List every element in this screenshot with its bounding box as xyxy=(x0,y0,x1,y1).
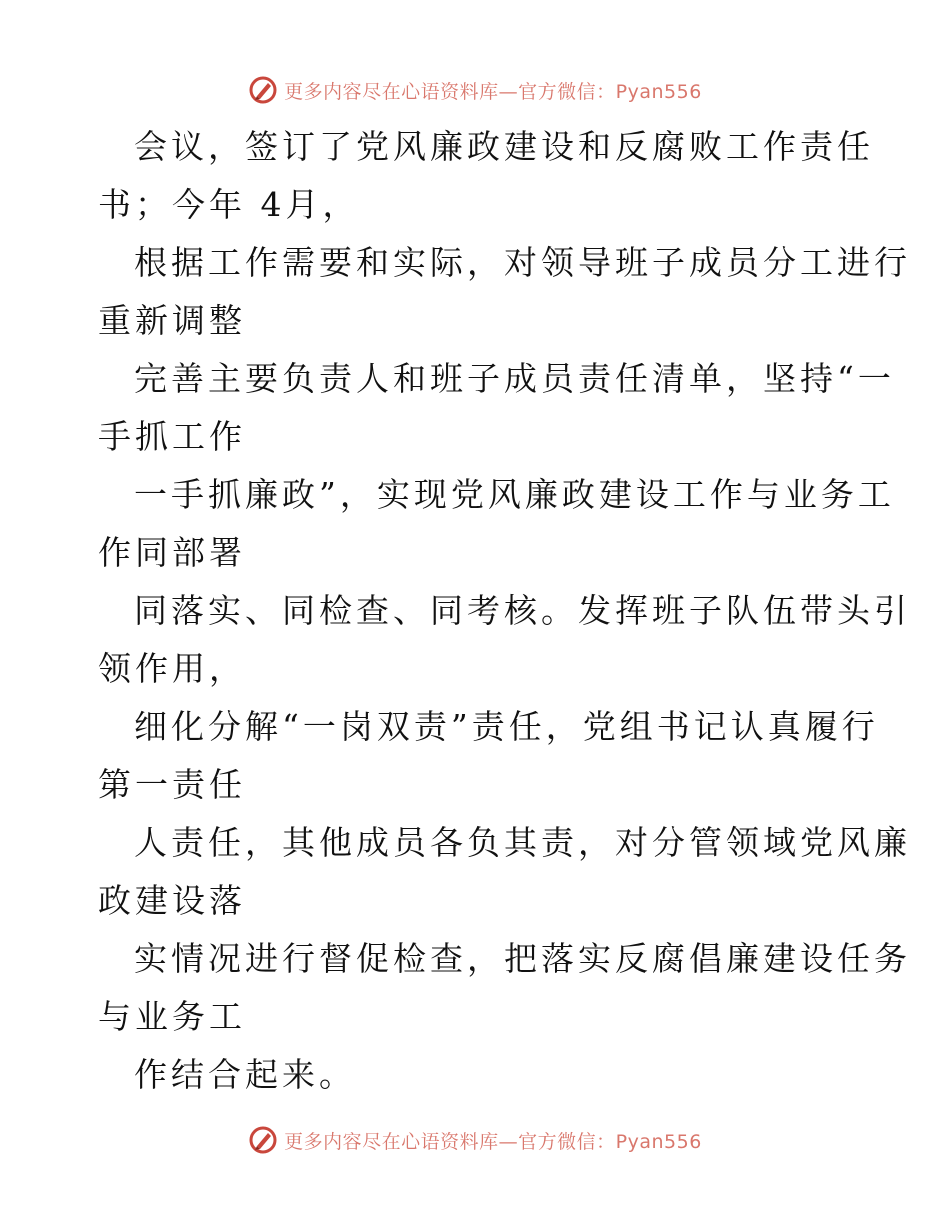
paragraph: 实情况进行督促检查，把落实反腐倡廉建设任务 与业务工 xyxy=(98,939,911,1036)
paragraph: 一手抓廉政”，实现党风廉政建设工作与业务工 作同部署 xyxy=(98,475,895,572)
paragraph: 细化分解“一岗双责”责任，党组书记认真履行 第一责任 xyxy=(98,707,879,804)
paragraph: 同落实、同检查、同考核。发挥班子队伍带头引 领作用， xyxy=(98,591,911,688)
paragraph: 完善主要负责人和班子成员责任清单，坚持“一 手抓工作 xyxy=(98,359,895,456)
paragraph: 会议，签订了党风廉政建设和反腐败工作责任 书；今年 4月， xyxy=(98,127,874,224)
paragraph: 根据工作需要和实际，对领导班子成员分工进行 重新调整 xyxy=(98,243,911,340)
document-body xyxy=(98,118,911,1104)
pen-logo-icon xyxy=(248,1125,278,1155)
footer-watermark xyxy=(0,1120,950,1160)
paragraph: 作结合起来。 xyxy=(134,1055,356,1094)
pen-logo-icon xyxy=(248,75,278,105)
header-watermark xyxy=(0,70,950,110)
watermark-text: 更多内容尽在心语资料库—官方微信：Pyan556 xyxy=(284,80,702,103)
paragraph: 人责任，其他成员各负其责，对分管领域党风廉 政建设落 xyxy=(98,823,911,920)
watermark-text: 更多内容尽在心语资料库—官方微信：Pyan556 xyxy=(284,1130,702,1153)
